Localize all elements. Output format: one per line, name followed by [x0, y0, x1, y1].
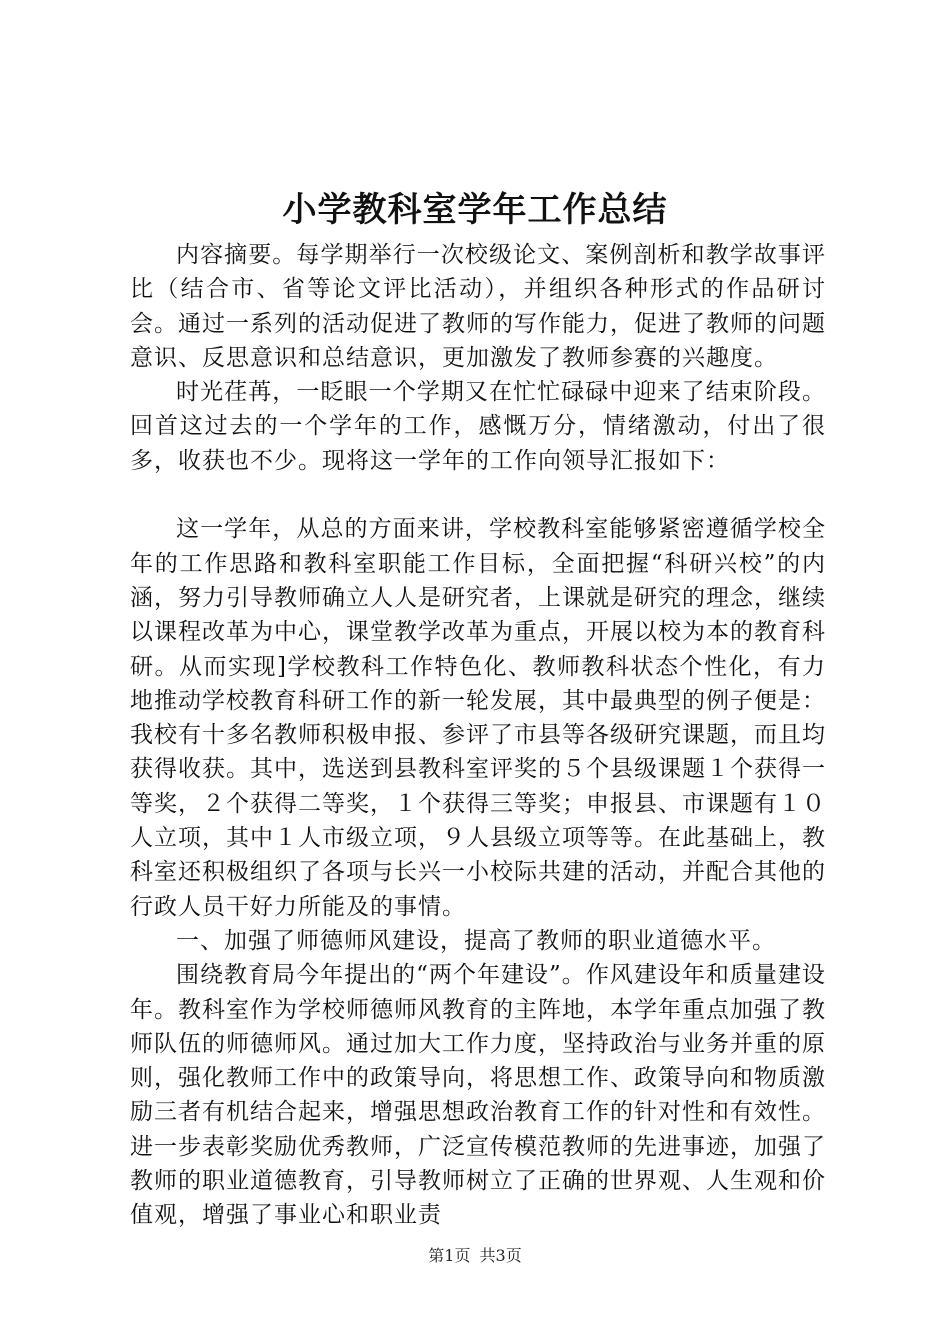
section-heading-1: 一、加强了师德师风建设，提高了教师的职业道德水平。 [176, 927, 776, 954]
paragraph-intro: 时光荏苒，一眨眼一个学期又在忙忙碌碌中迎来了结束阶段。回首这过去的一个学年的工作，感慨万分，情绪激动，付出了很多，收获也不少。现将这一学年的工作向领导汇报如下： [130, 379, 826, 474]
paragraph-overview: 这一学年，从总的方面来讲，学校教科室能够紧密遵循学校全年的工作思路和教科室职能工作目标，全面把握“科研兴校”的内涵，努力引导教师确立人人是研究者，上课就是研究的理念，继续以课程改革为中心，课堂教学改革为重点，开展以校为本的教育科研。从而实现]学校教科工作特色化、教师教科状态个性化，有力地推动学校教育科研工作的新一轮发展，其中最典型的例子便是：我校有十多名教师积极申报、参评了市县等各级研究课题，而且均获得收获。其中，选送到县教科室评奖的５个县级课题１个获得一等奖，２个获得二等奖，１个获得三等奖；申报县、市课题有１０人立项，其中１人市级立项，９人县级立项等等。在此基础上，教科室还积极组织了各项与长兴一小校际共建的活动，并配合其他的行政人员干好力所能及的事情。 [130, 516, 826, 920]
page-total: 共3页 [479, 1246, 522, 1265]
paragraph-abstract: 内容摘要。每学期举行一次校级论文、案例剖析和教学故事评比（结合市、省等论文评比活动），并组织各种形式的作品研讨会。通过一系列的活动促进了教师的写作能力，促进了教师的问题意识、反思意识和总结意识，更加激发了教师参赛的兴趣度。 [130, 242, 826, 371]
document-title: 小学教科室学年工作总结 [282, 190, 668, 230]
paragraph-spacer [130, 478, 826, 512]
page-number: 第1页 [428, 1246, 471, 1265]
paragraph-section-1: 围绕教育局今年提出的“两个年建设”。作风建设年和质量建设年。教科室作为学校师德师风教育的主阵地，本学年重点加强了教师队伍的师德师风。通过加大工作力度，坚持政治与业务并重的原则，强化教师工作中的政策导向，将思想工作、政策导向和物质激励三者有机结合起来，增强思想政治教育工作的针对性和有效性。进一步表彰奖励优秀教师，广泛宣传模范教师的先进事迹，加强了教师的职业道德教育，引导教师树立了正确的世界观、人生观和价值观，增强了事业心和职业责 [130, 962, 826, 1229]
page-footer [0, 1243, 950, 1266]
document-body [130, 238, 826, 1233]
